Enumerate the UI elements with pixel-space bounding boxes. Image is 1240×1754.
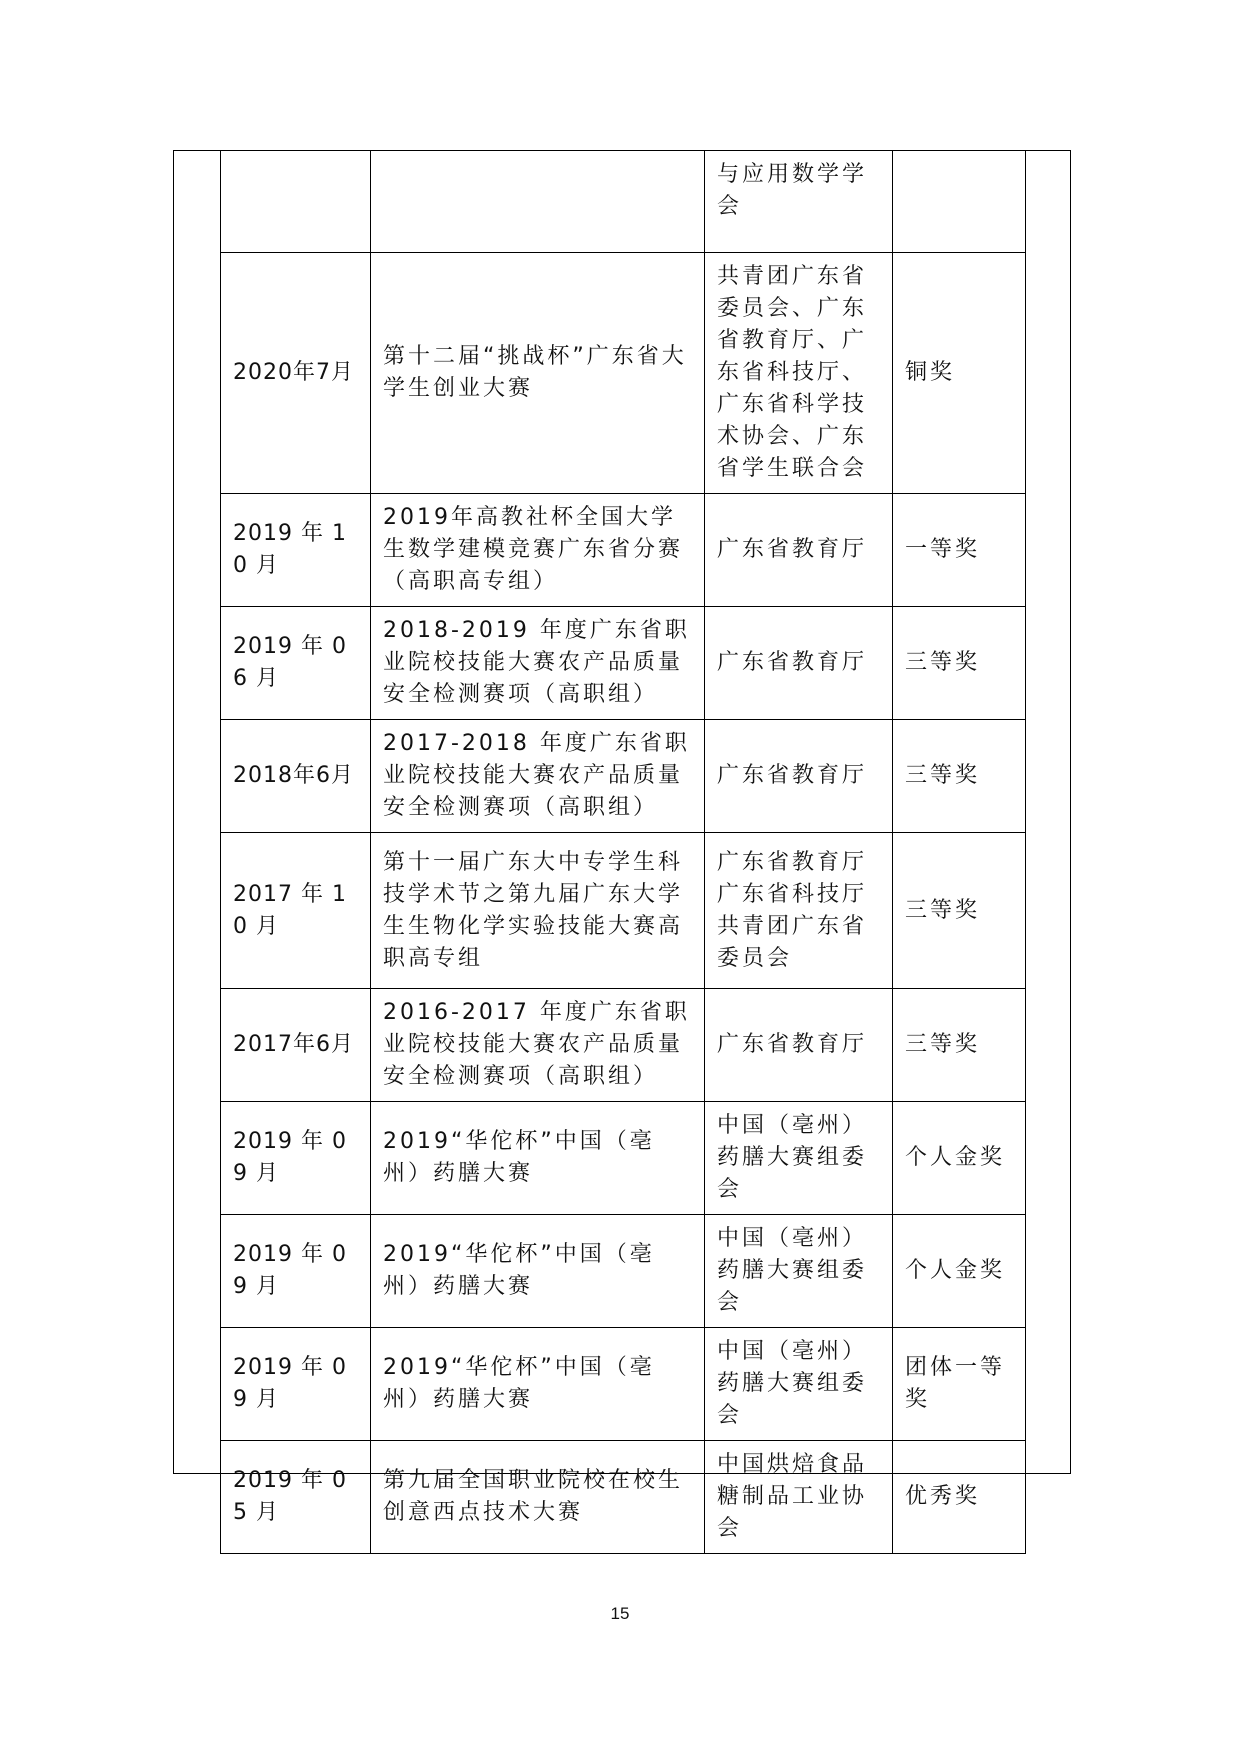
org-line: 中国（亳州）药膳大赛组委会 <box>717 1339 868 1428</box>
date-cell: 2020年7月 <box>221 253 371 494</box>
date-cell: 2019 年 10 月 <box>221 494 371 607</box>
page-number: 15 <box>610 1604 630 1623</box>
date-cell: 2017年6月 <box>221 989 371 1102</box>
award-cell: 个人金奖 <box>893 1102 1026 1215</box>
date-cell: 2019 年 09 月 <box>221 1102 371 1215</box>
org-cell <box>705 720 893 833</box>
org-line: 广东省科技厅 <box>717 881 868 907</box>
org-line: 广东省教育厅 <box>717 763 868 788</box>
event-cell: 第十一届广东大中专学生科技学术节之第九届广东大学生生物化学实验技能大赛高职高专组 <box>371 833 705 989</box>
date-cell: 2017 年 10 月 <box>221 833 371 989</box>
event-cell: 2019年高教社杯全国大学生数学建模竞赛广东省分赛（高职高专组） <box>371 494 705 607</box>
org-cell <box>705 1328 893 1441</box>
org-line: 共青团广东省委员会 <box>717 913 868 971</box>
org-cell <box>705 253 893 494</box>
date-cell: 2019 年 05 月 <box>221 1441 371 1554</box>
org-cell <box>705 151 893 253</box>
table-row <box>221 607 1026 720</box>
org-cell <box>705 1102 893 1215</box>
award-cell: 三等奖 <box>893 989 1026 1102</box>
event-cell <box>371 151 705 253</box>
event-cell: 2017-2018 年度广东省职业院校技能大赛农产品质量安全检测赛项（高职组） <box>371 720 705 833</box>
event-cell: 2019“华佗杯”中国（亳州）药膳大赛 <box>371 1102 705 1215</box>
org-line: 共青团广东省委员会、广东省教育厅、广东省科技厅、广东省科学技术协会、广东省学生联合会 <box>717 264 868 481</box>
org-line: 与应用数学学会 <box>717 162 868 219</box>
org-line: 广东省教育厅 <box>717 650 868 675</box>
event-cell: 2019“华佗杯”中国（亳州）药膳大赛 <box>371 1328 705 1441</box>
award-cell: 优秀奖 <box>893 1441 1026 1554</box>
award-cell: 三等奖 <box>893 607 1026 720</box>
date-cell: 2019 年 09 月 <box>221 1328 371 1441</box>
event-cell: 2016-2017 年度广东省职业院校技能大赛农产品质量安全检测赛项（高职组） <box>371 989 705 1102</box>
date-cell: 2019 年 09 月 <box>221 1215 371 1328</box>
org-cell <box>705 494 893 607</box>
award-cell: 铜奖 <box>893 253 1026 494</box>
org-line: 中国（亳州）药膳大赛组委会 <box>717 1113 868 1202</box>
org-cell <box>705 1215 893 1328</box>
date-cell: 2018年6月 <box>221 720 371 833</box>
event-cell: 第九届全国职业院校在校生创意西点技术大赛 <box>371 1441 705 1554</box>
org-cell <box>705 989 893 1102</box>
award-cell: 团体一等奖 <box>893 1328 1026 1441</box>
table-row <box>221 1328 1026 1441</box>
event-cell: 2018-2019 年度广东省职业院校技能大赛农产品质量安全检测赛项（高职组） <box>371 607 705 720</box>
awards-table <box>220 150 1026 1554</box>
table-row <box>221 151 1026 253</box>
table-row <box>221 833 1026 989</box>
award-cell: 三等奖 <box>893 720 1026 833</box>
org-line: 广东省教育厅 <box>717 849 868 875</box>
award-cell: 一等奖 <box>893 494 1026 607</box>
date-cell: 2019 年 06 月 <box>221 607 371 720</box>
org-line: 中国烘焙食品糖制品工业协会 <box>717 1452 868 1541</box>
awards-table-body <box>221 151 1026 1554</box>
org-cell <box>705 607 893 720</box>
table-row <box>221 494 1026 607</box>
org-line: 广东省教育厅 <box>717 537 868 562</box>
org-cell <box>705 1441 893 1554</box>
org-line: 广东省教育厅 <box>717 1032 868 1057</box>
award-cell: 个人金奖 <box>893 1215 1026 1328</box>
award-cell: 三等奖 <box>893 833 1026 989</box>
table-row <box>221 720 1026 833</box>
table-row <box>221 253 1026 494</box>
event-cell: 2019“华佗杯”中国（亳州）药膳大赛 <box>371 1215 705 1328</box>
org-cell <box>705 833 893 989</box>
award-cell <box>893 151 1026 253</box>
event-cell: 第十二届“挑战杯”广东省大学生创业大赛 <box>371 253 705 494</box>
table-row <box>221 1102 1026 1215</box>
table-row <box>221 1441 1026 1554</box>
table-row <box>221 989 1026 1102</box>
org-line: 中国（亳州）药膳大赛组委会 <box>717 1226 868 1315</box>
date-cell <box>221 151 371 253</box>
table-row <box>221 1215 1026 1328</box>
